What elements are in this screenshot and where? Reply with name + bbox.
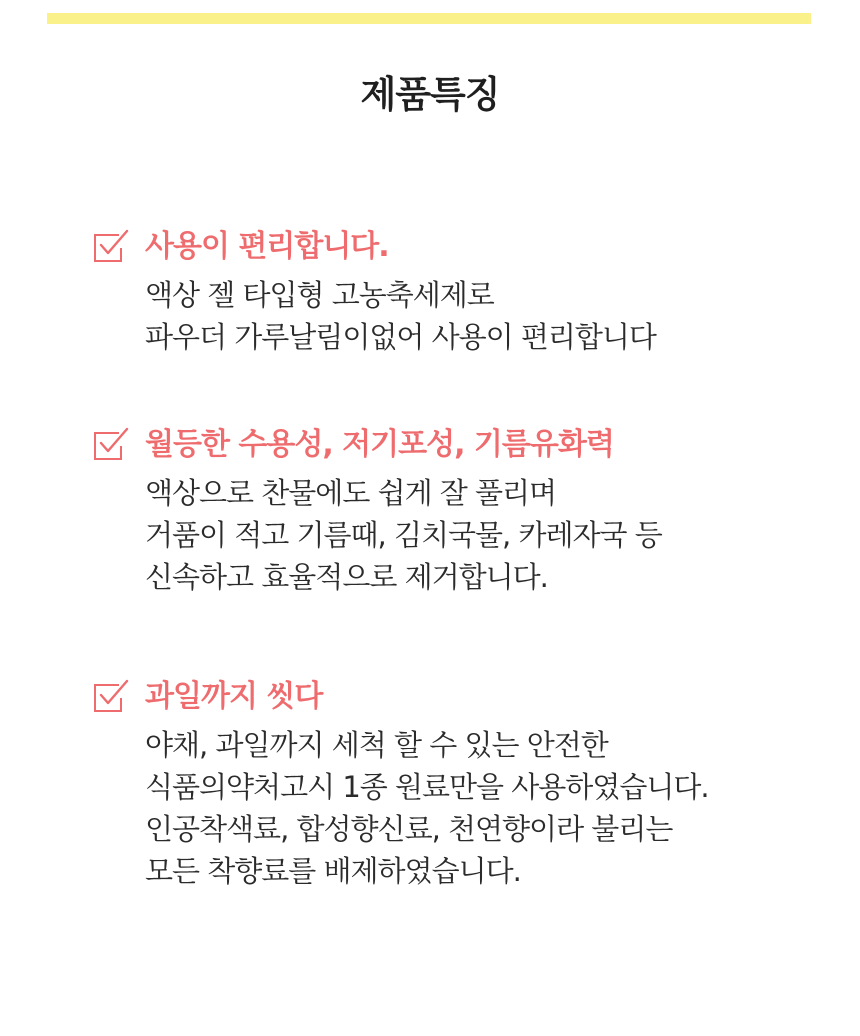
feature-description-line: 거품이 적고 기름때, 김치국물, 카레자국 등 xyxy=(145,518,662,552)
checkbox-check-icon xyxy=(92,226,130,264)
feature-description-line: 야채, 과일까지 세척 할 수 있는 안전한 xyxy=(145,728,608,762)
feature-description-line: 식품의약처고시 1종 원료만을 사용하였습니다. xyxy=(145,770,709,804)
checkbox-check-icon xyxy=(92,676,130,714)
feature-description-line: 모든 착향료를 배제하였습니다. xyxy=(145,854,521,888)
feature-description xyxy=(145,724,709,892)
feature-heading: 과일까지 씻다 xyxy=(145,679,323,714)
feature-description-line: 신속하고 효율적으로 제거합니다. xyxy=(145,560,548,594)
feature-heading: 사용이 편리합니다. xyxy=(145,229,389,264)
feature-heading: 월등한 수용성, 저기포성, 기름유화력 xyxy=(145,427,614,462)
feature-description-line: 파우더 가루날림이없어 사용이 편리합니다 xyxy=(145,320,656,354)
feature-description-line: 액상으로 찬물에도 쉽게 잘 풀리며 xyxy=(145,476,557,510)
top-accent-bar xyxy=(47,13,811,24)
feature-description-line: 인공착색료, 합성향신료, 천연향이라 불리는 xyxy=(145,812,673,846)
checkbox-check-icon xyxy=(92,424,130,462)
feature-description xyxy=(145,274,656,358)
feature-description-line: 액상 젤 타입형 고농축세제로 xyxy=(145,278,494,312)
page-title: 제품특징 xyxy=(360,73,500,116)
feature-description xyxy=(145,472,662,598)
